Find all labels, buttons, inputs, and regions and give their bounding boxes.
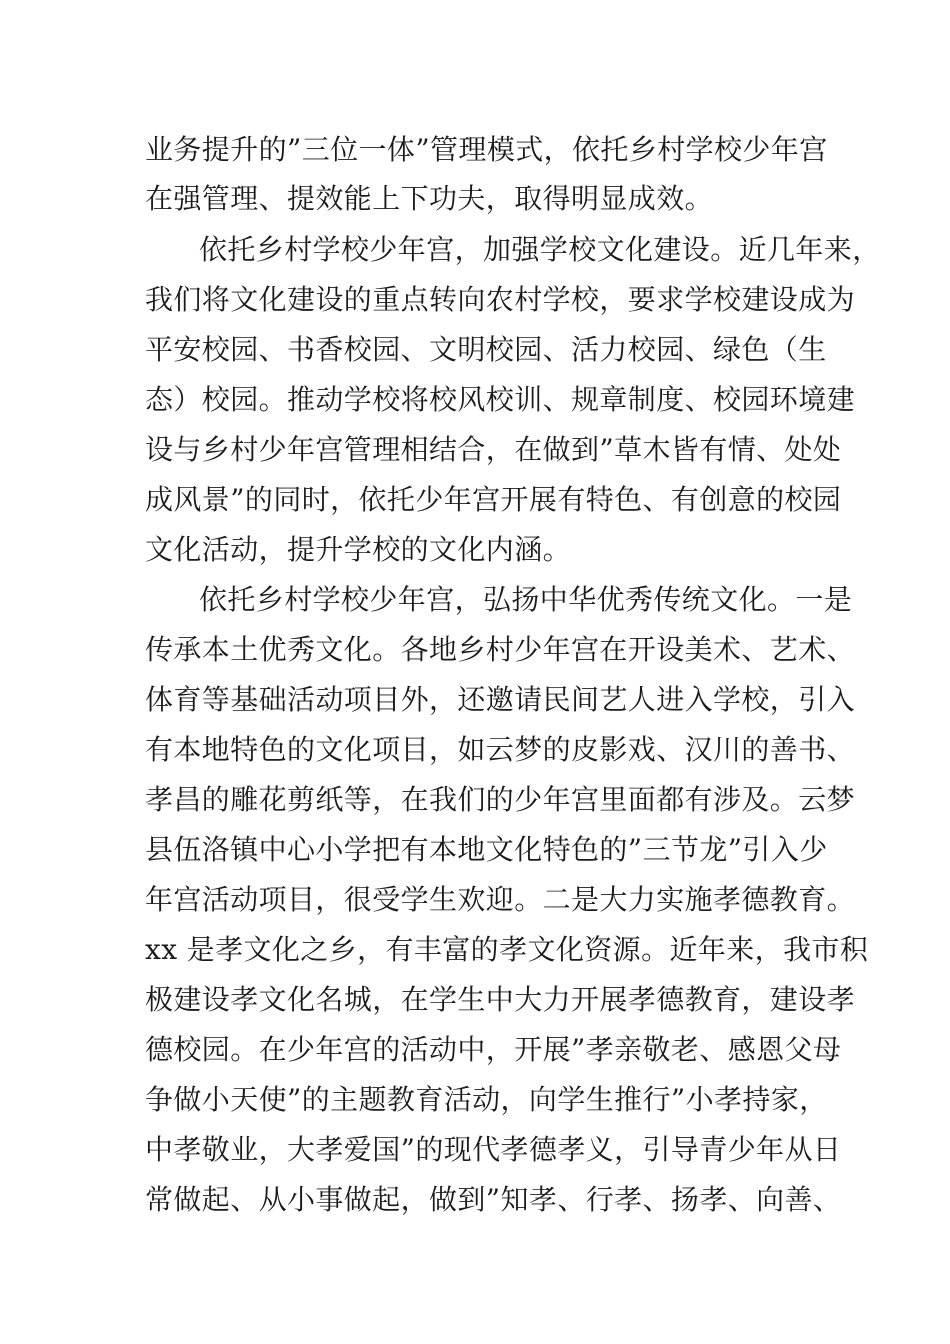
text-line-21: 中孝敬业，大孝爱国”的现代孝德孝义，引导青少年从日 [145, 1133, 842, 1166]
text-line-8: 成风景”的同时，依托少年宫开展有特色、有创意的校园 [145, 483, 842, 516]
text-line-2: 在强管理、提效能上下功夫，取得明显成效。 [145, 182, 714, 215]
text-line-20: 争做小天使”的主题教育活动，向学生推行”小孝持家， [145, 1083, 828, 1116]
text-line-5: 平安校园、书香校园、文明校园、活力校园、绿色（生 [145, 333, 827, 366]
text-line-7: 设与乡村少年宫管理相结合，在做到”草木皆有情、处处 [145, 433, 842, 466]
text-line-9: 文化活动，提升学校的文化内涵。 [145, 533, 572, 566]
paragraph-3-line-1: 依托乡村学校少年宫，弘扬中华优秀传统文化。一是 [199, 583, 853, 616]
text-line-14: 孝昌的雕花剪纸等，在我们的少年宫里面都有涉及。云梦 [145, 783, 856, 816]
text-line-4: 我们将文化建设的重点转向农村学校，要求学校建设成为 [145, 283, 856, 316]
text-line-11: 传承本土优秀文化。各地乡村少年宫在开设美术、艺术、 [145, 633, 856, 666]
text-line-1: 业务提升的”三位一体”管理模式，依托乡村学校少年宫 [145, 133, 828, 166]
text-line-13: 有本地特色的文化项目，如云梦的皮影戏、汉川的善书、 [145, 733, 856, 766]
text-line-22: 常做起、从小事做起，做到”知孝、行孝、扬孝、向善、 [145, 1183, 842, 1216]
text-line-16: 年宫活动项目，很受学生欢迎。二是大力实施孝德教育。 [145, 883, 856, 916]
text-line-6: 态）校园。推动学校将校风校训、规章制度、校园环境建 [145, 383, 856, 416]
paragraph-2-line-1: 依托乡村学校少年宫，加强学校文化建设。近几年来， [199, 233, 881, 266]
text-line-18: 极建设孝文化名城，在学生中大力开展孝德教育，建设孝 [145, 983, 856, 1016]
text-line-19: 德校园。在少年宫的活动中，开展”孝亲敬老、感恩父母 [145, 1033, 842, 1066]
text-line-12: 体育等基础活动项目外，还邀请民间艺人进入学校，引入 [145, 683, 856, 716]
text-line-17: xx 是孝文化之乡，有丰富的孝文化资源。近年来，我市积 [145, 933, 869, 966]
text-line-15: 县伍洛镇中心小学把有本地文化特色的”三节龙”引入少 [145, 833, 828, 866]
